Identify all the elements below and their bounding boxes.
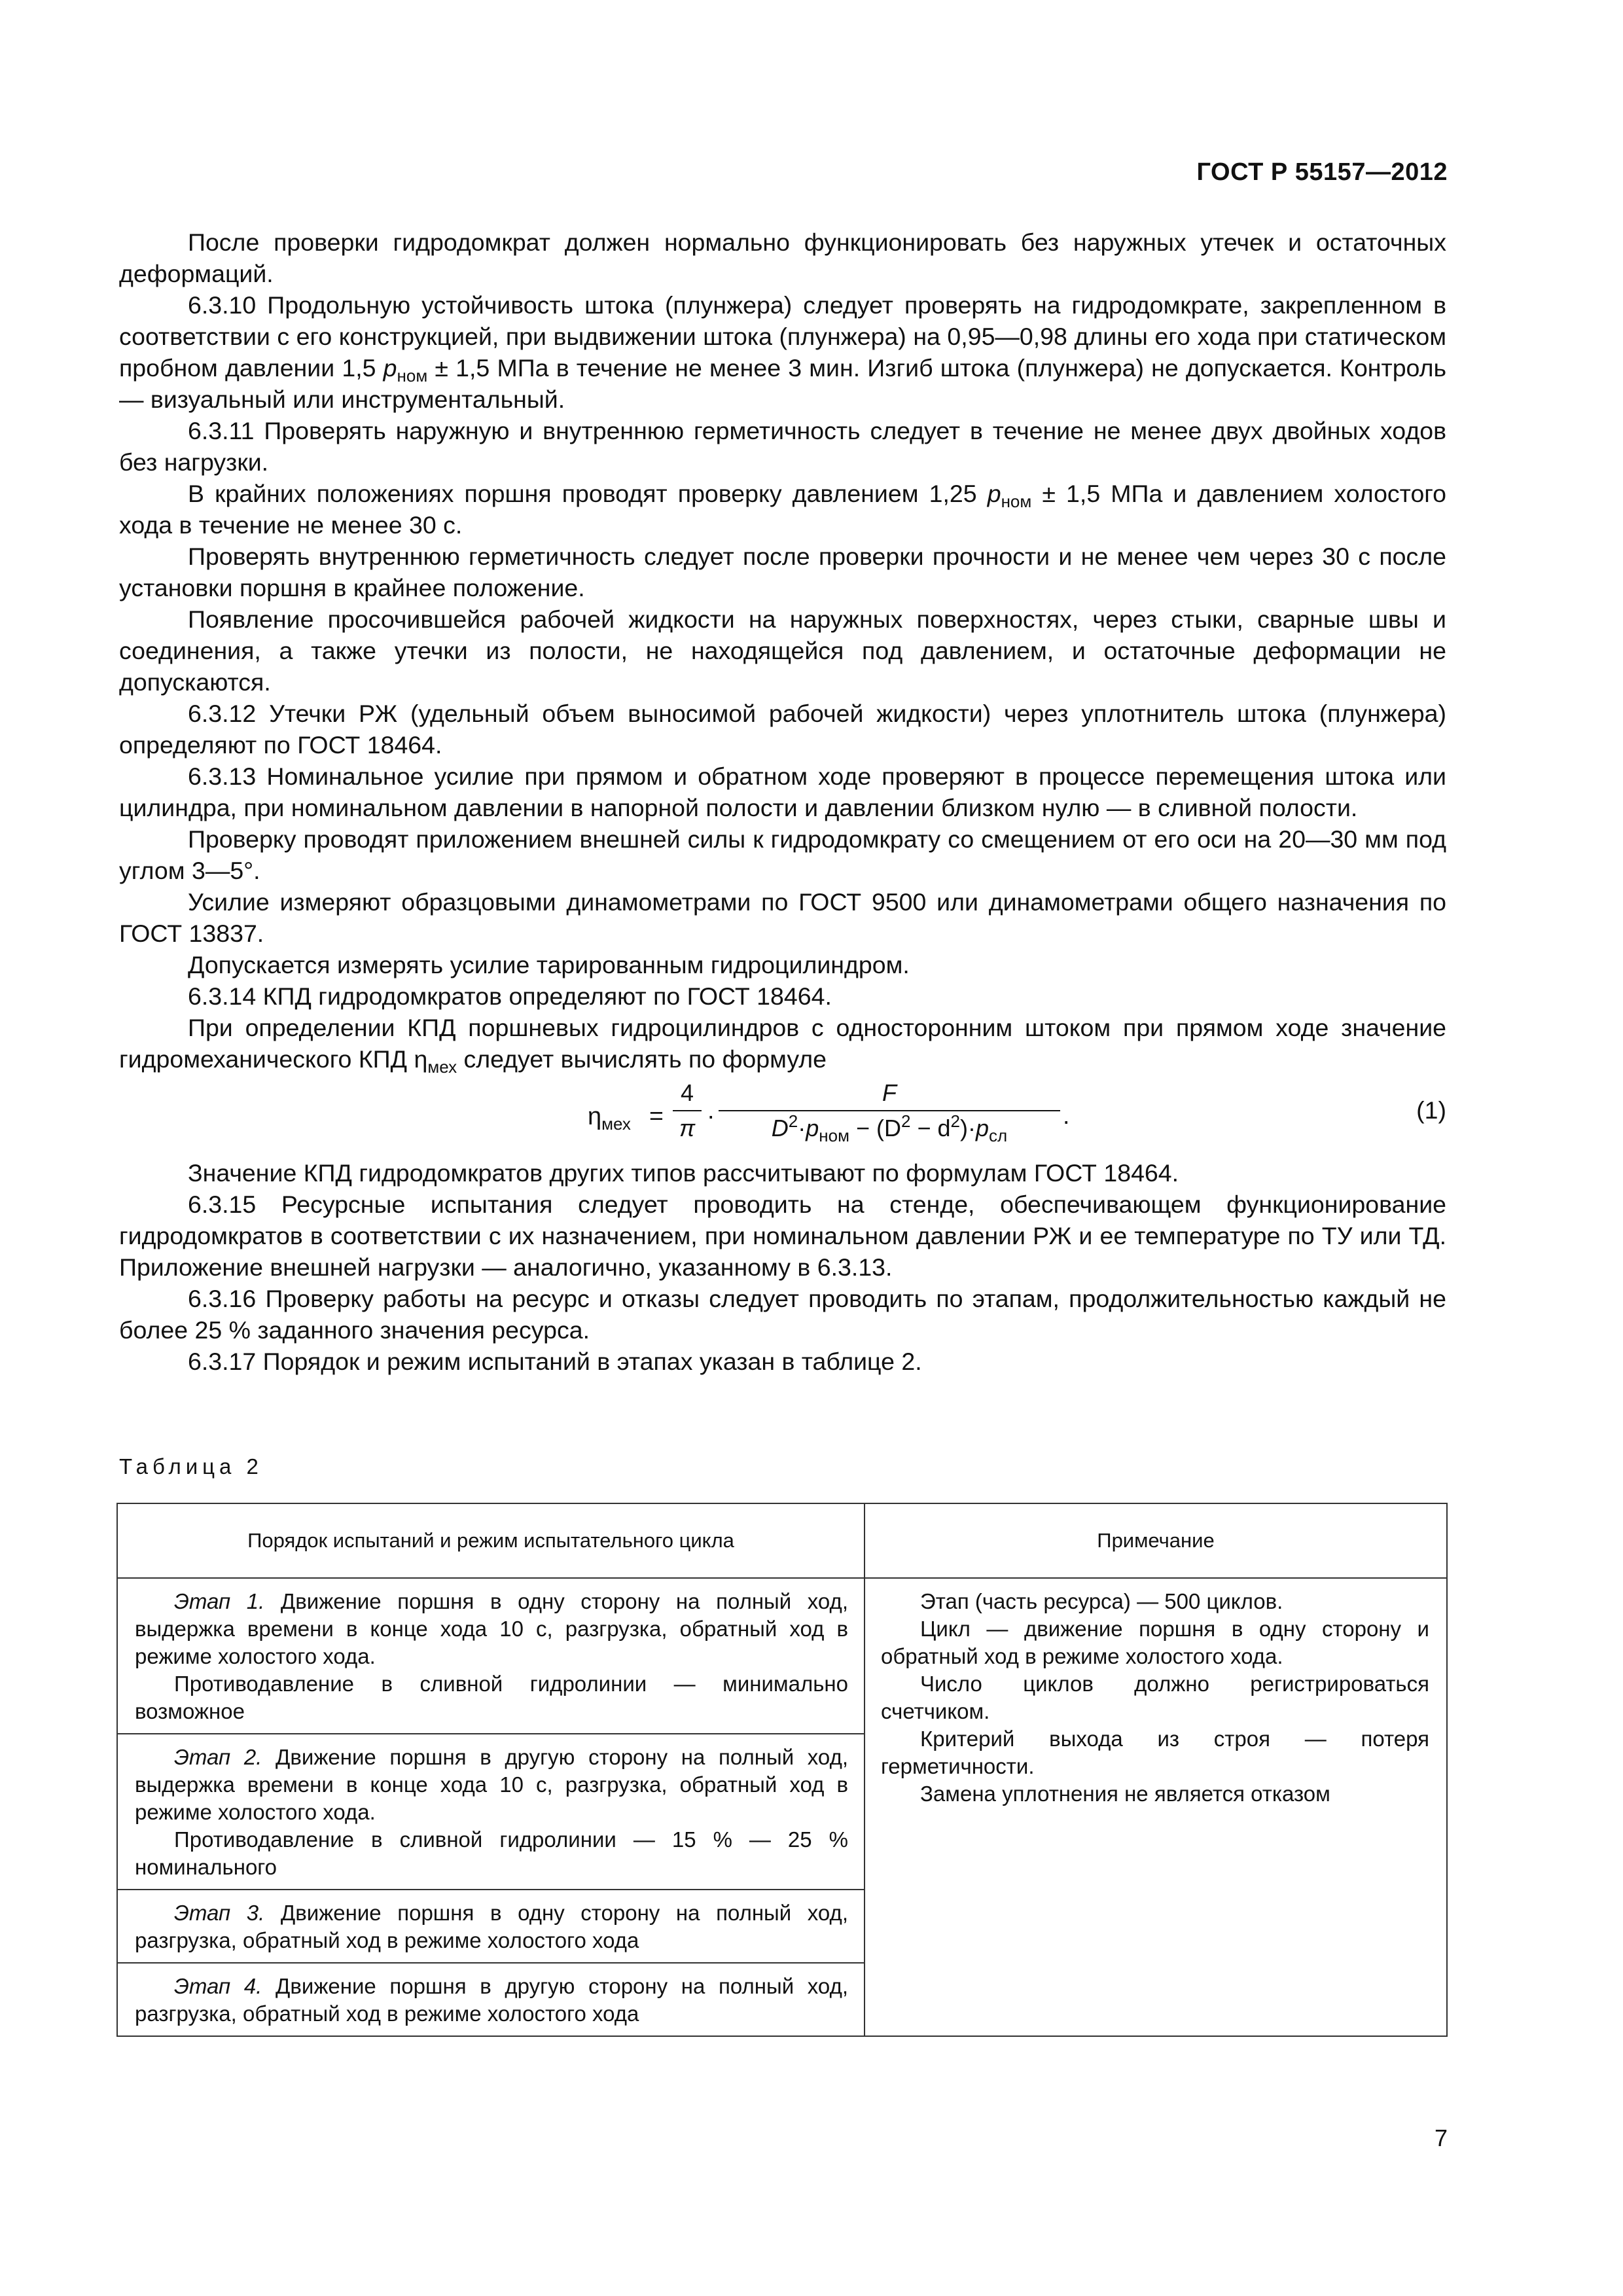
note: Цикл — движение поршня в одну сторону и обратный ход в режиме холостого хода. — [881, 1617, 1429, 1668]
paragraph-6-3-16: 6.3.16 Проверку работы на ресурс и отказы следует проводить по этапам, продолжительностью каждый не более 25 % заданного значения ресурса. — [119, 1285, 1446, 1344]
paragraph: Проверку проводят приложением внешней силы к гидродомкрату со смещением от его оси на 20—30 мм под углом 3—5°. — [119, 825, 1446, 884]
table-caption: Таблица 2 — [119, 1454, 263, 1479]
paragraph-6-3-11: 6.3.11 Проверять наружную и внутреннюю герметичность следует в течение не менее двух двойных ходов без нагрузки. — [119, 417, 1446, 476]
paragraph-6-3-13: 6.3.13 Номинальное усилие при прямом и обратном ходе проверяют в процессе перемещения штока или цилиндра, при номинальном давлении в напорной полости и давлении близком нулю — в сливной полости. — [119, 762, 1446, 821]
test-stages-table — [116, 1503, 1448, 2037]
paragraph: Допускается измерять усилие тарированным гидроцилиндром. — [188, 951, 910, 978]
note: Замена уплотнения не является отказом — [920, 1782, 1330, 1806]
fraction-force-over-pressure: F $D^2\cdot p_{ном} - (D^2 - d^2)\cdot p_{сл}$ — [719, 1077, 1060, 1144]
stage-cell: Этап 4. Движение поршня в другую сторону на полный ход, разгрузка, обратный ход в режиме холостого хода — [117, 1963, 865, 2036]
stage-cell: Этап 2. Движение поршня в другую сторону на полный ход, выдержка времени в конце хода 10 с, разгрузка, обратный ход в режиме холостого хода. Противодавление в сливной гидролинии — 15 % — 25 % номинального — [117, 1734, 865, 1890]
notes-cell — [865, 1578, 1447, 2036]
stage-cell: Этап 1. Движение поршня в одну сторону на полный ход, выдержка времени в конце хода 10 с, разгрузка, обратный ход в режиме холостого хода. Противодавление в сливной гидролинии — минимально возможное — [117, 1578, 865, 1734]
paragraph-6-3-12: 6.3.12 Утечки РЖ (удельный объем выносимой рабочей жидкости) через уплотнитель штока (плунжера) определяют по ГОСТ 18464. — [119, 700, 1446, 759]
table-row — [117, 1578, 1447, 1734]
formula-number: (1) — [1416, 1096, 1446, 1124]
paragraph-6-3-10: 6.3.10 Продольную устойчивость штока (плунжера) следует проверять на гидродомкрате, закрепленном в соответствии с его конструкцией, при выдвижении штока (плунжера) на 0,95—0,98 длины его хода при статическом пробном давлении 1,5 $p_{ном} \pm 1,5$ МПа в течение не менее 3 мин. Изгиб штока (плунжера) не допускается. Контроль — визуальный или инструментальный. — [119, 291, 1446, 413]
document-body — [119, 226, 1446, 1377]
paragraph: Появление просочившейся рабочей жидкости на наружных поверхностях, через стыки, сварные швы и соединения, а также утечки из полости, не находящейся под давлением, и остаточные деформации не допускаются. — [119, 605, 1446, 696]
stage-cell: Этап 3. Движение поршня в одну сторону на полный ход, разгрузка, обратный ход в режиме холостого хода — [117, 1890, 865, 1963]
paragraph: После проверки гидродомкрат должен нормально функционировать без наружных утечек и остаточных деформаций. — [119, 228, 1446, 287]
note: Критерий выхода из строя — потеря герметичности. — [881, 1727, 1429, 1778]
paragraph: Значение КПД гидродомкратов других типов рассчитывают по формулам ГОСТ 18464. — [188, 1159, 1179, 1187]
table-header-row — [117, 1503, 1447, 1578]
column-header: Порядок испытаний и режим испытательного цикла — [117, 1503, 865, 1578]
paragraph-6-3-14: 6.3.14 КПД гидродомкратов определяют по ГОСТ 18464. — [188, 982, 832, 1010]
paragraph-6-3-15: 6.3.15 Ресурсные испытания следует проводить на стенде, обеспечивающем функционирование гидродомкратов в соответствии с их назначением, при номинальном давлении РЖ и ее температуре по ТУ или ТД. Приложение внешней нагрузки — аналогично, указанному в 6.3.13. — [119, 1191, 1446, 1281]
note: Число циклов должно регистрироваться счетчиком. — [881, 1672, 1429, 1723]
column-header: Примечание — [865, 1503, 1447, 1578]
paragraph: В крайних положениях поршня проводят проверку давлением 1,25 $p_{ном} \pm 1,5$ МПа и давлением холостого хода в течение не менее 30 с. — [119, 480, 1447, 539]
efficiency-formula: $\eta_{мех}$ = $\frac{4}{\pi}$ · F $D^2\cdot p_{ном} - (D^2 - d^2)\cdot p_{сл}$ . (1) — [119, 1077, 1446, 1151]
page-number: 7 — [1434, 2125, 1448, 2151]
fraction-four-over-pi: $\frac{4}{\pi}$ — [673, 1077, 702, 1144]
paragraph-6-3-17: 6.3.17 Порядок и режим испытаний в этапах указан в таблице 2. — [188, 1348, 922, 1375]
document-code: ГОСТ Р 55157—2012 — [1196, 158, 1448, 186]
note: Этап (часть ресурса) — 500 циклов. — [920, 1589, 1283, 1613]
paragraph: При определении КПД поршневых гидроцилиндров с односторонним штоком при прямом ходе значение гидромеханического КПД $\eta_{мех}$ следует вычислять по формуле — [119, 1014, 1446, 1077]
paragraph: Проверять внутреннюю герметичность следует после проверки прочности и не менее чем через 30 с после установки поршня в крайнее положение. — [119, 543, 1446, 601]
paragraph: Усилие измеряют образцовыми динамометрами по ГОСТ 9500 или динамометрами общего назначения по ГОСТ 13837. — [119, 888, 1446, 947]
